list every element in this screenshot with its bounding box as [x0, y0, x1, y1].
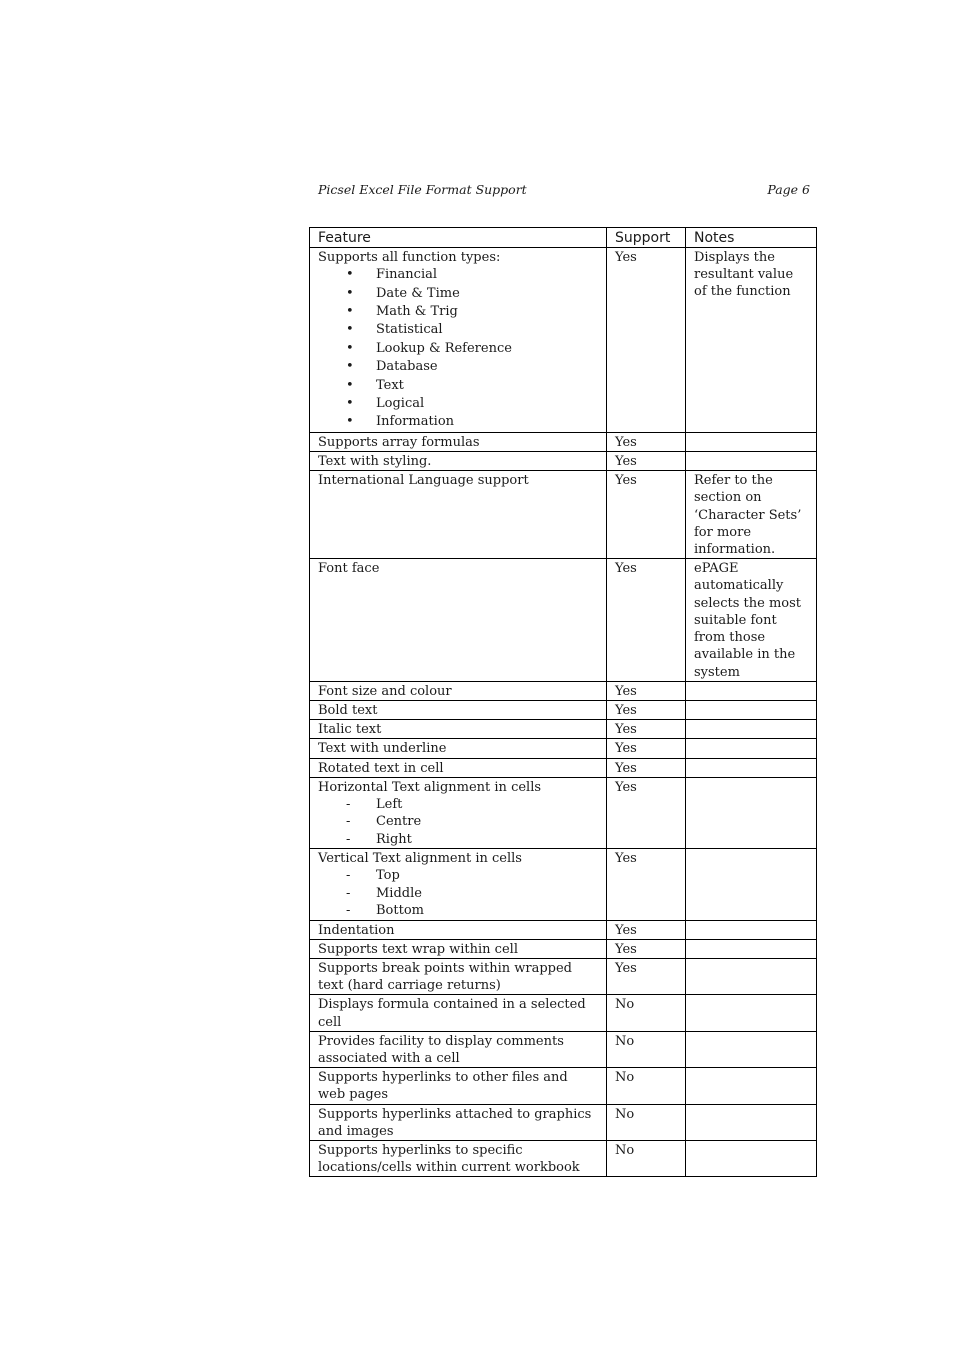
list-item-label: Centre [376, 814, 422, 830]
table-row [310, 248, 817, 433]
feature-cell [310, 939, 607, 958]
table-row [310, 452, 817, 471]
feature-cell [310, 1031, 607, 1067]
table-row [310, 777, 817, 848]
support-cell: Yes [607, 248, 686, 433]
list-item [318, 266, 598, 284]
feature-text: Supports hyperlinks to specific locations/cells within current workbook [318, 1143, 580, 1176]
notes-cell [686, 1141, 817, 1177]
list-item [318, 885, 598, 902]
table-header-row [310, 228, 817, 248]
dash-marker: - [346, 903, 351, 919]
feature-text: Horizontal Text alignment in cells [318, 779, 542, 795]
table-row [310, 1141, 817, 1177]
table-row [310, 1068, 817, 1104]
notes-cell [686, 1068, 817, 1104]
bullet-icon: • [346, 304, 354, 320]
notes-cell [686, 1104, 817, 1140]
feature-cell [310, 849, 607, 920]
list-item-label: Database [376, 359, 438, 375]
table-row [310, 739, 817, 758]
feature-cell [310, 777, 607, 848]
support-cell: Yes [607, 777, 686, 848]
list-item-label: Math & Trig [376, 304, 458, 320]
feature-cell [310, 471, 607, 559]
notes-cell: Refer to the section on ‘Character Sets’ for more information. [686, 471, 817, 559]
support-cell: No [607, 1068, 686, 1104]
feature-cell [310, 1104, 607, 1140]
feature-sub-list [318, 867, 598, 919]
table-row [310, 559, 817, 681]
feature-text: Text with styling. [318, 454, 432, 470]
feature-cell [310, 681, 607, 700]
feature-text: Supports hyperlinks attached to graphics and images [318, 1106, 592, 1139]
feature-text: Font face [318, 561, 380, 577]
notes-cell [686, 681, 817, 700]
list-item [318, 796, 598, 813]
column-header-notes: Notes [686, 228, 817, 248]
feature-cell [310, 248, 607, 433]
feature-text: Vertical Text alignment in cells [318, 851, 522, 867]
feature-cell [310, 1068, 607, 1104]
notes-cell [686, 758, 817, 777]
bullet-icon: • [346, 322, 354, 338]
dash-marker: - [346, 831, 351, 847]
table-row [310, 939, 817, 958]
table-body [310, 248, 817, 1177]
support-cell: Yes [607, 958, 686, 994]
table-row [310, 1104, 817, 1140]
bullet-icon: • [346, 377, 354, 393]
feature-text: Provides facility to display comments associated with a cell [318, 1033, 564, 1066]
feature-text: Supports text wrap within cell [318, 941, 518, 957]
support-cell: Yes [607, 920, 686, 939]
dash-marker: - [346, 868, 351, 884]
bullet-icon: • [346, 285, 354, 301]
support-cell: Yes [607, 471, 686, 559]
feature-cell [310, 958, 607, 994]
document-title: Picsel Excel File Format Support [318, 182, 527, 197]
notes-cell [686, 1031, 817, 1067]
support-cell: No [607, 995, 686, 1031]
feature-cell [310, 920, 607, 939]
feature-cell [310, 758, 607, 777]
support-cell: No [607, 1031, 686, 1067]
feature-text: Supports hyperlinks to other files and web pages [318, 1070, 568, 1103]
list-item-label: Right [376, 831, 412, 847]
column-header-support: Support [607, 228, 686, 248]
list-item [318, 303, 598, 321]
table-row [310, 995, 817, 1031]
support-cell: Yes [607, 432, 686, 451]
support-cell: Yes [607, 849, 686, 920]
list-item [318, 321, 598, 339]
feature-sub-list [318, 266, 598, 432]
list-item-label: Information [376, 414, 455, 430]
feature-text: Supports all function types: [318, 250, 501, 265]
bullet-icon: • [346, 267, 354, 283]
table-row [310, 958, 817, 994]
feature-support-table [309, 227, 817, 1177]
notes-cell: Displays the resultant value of the function [686, 248, 817, 433]
feature-cell [310, 452, 607, 471]
notes-cell [686, 777, 817, 848]
feature-text: Supports break points within wrapped text (hard carriage returns) [318, 960, 572, 994]
feature-sub-list [318, 796, 598, 848]
feature-text: Italic text [318, 722, 382, 738]
table-row [310, 700, 817, 719]
list-item-label: Text [376, 377, 404, 393]
notes-cell: ePAGE automatically selects the most suitable font from those available in the system [686, 559, 817, 681]
support-cell: Yes [607, 939, 686, 958]
list-item [318, 340, 598, 358]
notes-cell [686, 452, 817, 471]
list-item [318, 358, 598, 376]
list-item [318, 285, 598, 303]
list-item-label: Date & Time [376, 285, 460, 301]
feature-cell [310, 739, 607, 758]
bullet-icon: • [346, 414, 354, 430]
list-item-label: Lookup & Reference [376, 340, 512, 356]
notes-cell [686, 958, 817, 994]
list-item-label: Statistical [376, 322, 443, 338]
feature-cell [310, 432, 607, 451]
column-header-feature: Feature [310, 228, 607, 248]
feature-text: Font size and colour [318, 683, 452, 699]
table-row [310, 758, 817, 777]
notes-cell [686, 720, 817, 739]
table-row [310, 920, 817, 939]
feature-text: Indentation [318, 922, 395, 938]
list-item-label: Top [376, 868, 400, 884]
list-item [318, 867, 598, 884]
support-cell: No [607, 1104, 686, 1140]
feature-cell [310, 995, 607, 1031]
bullet-icon: • [346, 359, 354, 375]
table-row [310, 1031, 817, 1067]
list-item [318, 413, 598, 431]
list-item [318, 813, 598, 830]
support-cell: Yes [607, 452, 686, 471]
feature-cell [310, 559, 607, 681]
notes-cell [686, 995, 817, 1031]
feature-text: Displays formula contained in a selected cell [318, 997, 586, 1030]
support-cell: Yes [607, 758, 686, 777]
notes-cell [686, 939, 817, 958]
feature-text: Rotated text in cell [318, 760, 444, 776]
list-item [318, 395, 598, 413]
list-item [318, 902, 598, 919]
table-row [310, 432, 817, 451]
notes-cell [686, 432, 817, 451]
feature-text: International Language support [318, 473, 529, 489]
list-item [318, 831, 598, 848]
table-row [310, 471, 817, 559]
list-item-label: Bottom [376, 903, 424, 919]
dash-marker: - [346, 814, 351, 830]
list-item-label: Middle [376, 885, 422, 901]
notes-cell [686, 849, 817, 920]
list-item-label: Logical [376, 396, 425, 412]
notes-cell [686, 920, 817, 939]
feature-cell [310, 720, 607, 739]
table-row [310, 720, 817, 739]
table-row [310, 849, 817, 920]
feature-text: Bold text [318, 702, 378, 718]
support-cell: No [607, 1141, 686, 1177]
notes-cell [686, 700, 817, 719]
support-cell: Yes [607, 681, 686, 700]
feature-cell [310, 1141, 607, 1177]
page-header [318, 182, 810, 200]
feature-text: Text with underline [318, 741, 447, 757]
feature-text: Supports array formulas [318, 434, 480, 450]
support-cell: Yes [607, 559, 686, 681]
support-cell: Yes [607, 700, 686, 719]
page-number: Page 6 [767, 182, 810, 197]
notes-cell [686, 739, 817, 758]
table-row [310, 681, 817, 700]
support-cell: Yes [607, 739, 686, 758]
list-item-label: Financial [376, 267, 438, 283]
bullet-icon: • [346, 340, 354, 356]
list-item [318, 377, 598, 395]
support-cell: Yes [607, 720, 686, 739]
feature-cell [310, 700, 607, 719]
dash-marker: - [346, 796, 351, 812]
dash-marker: - [346, 885, 351, 901]
bullet-icon: • [346, 396, 354, 412]
list-item-label: Left [376, 796, 403, 812]
